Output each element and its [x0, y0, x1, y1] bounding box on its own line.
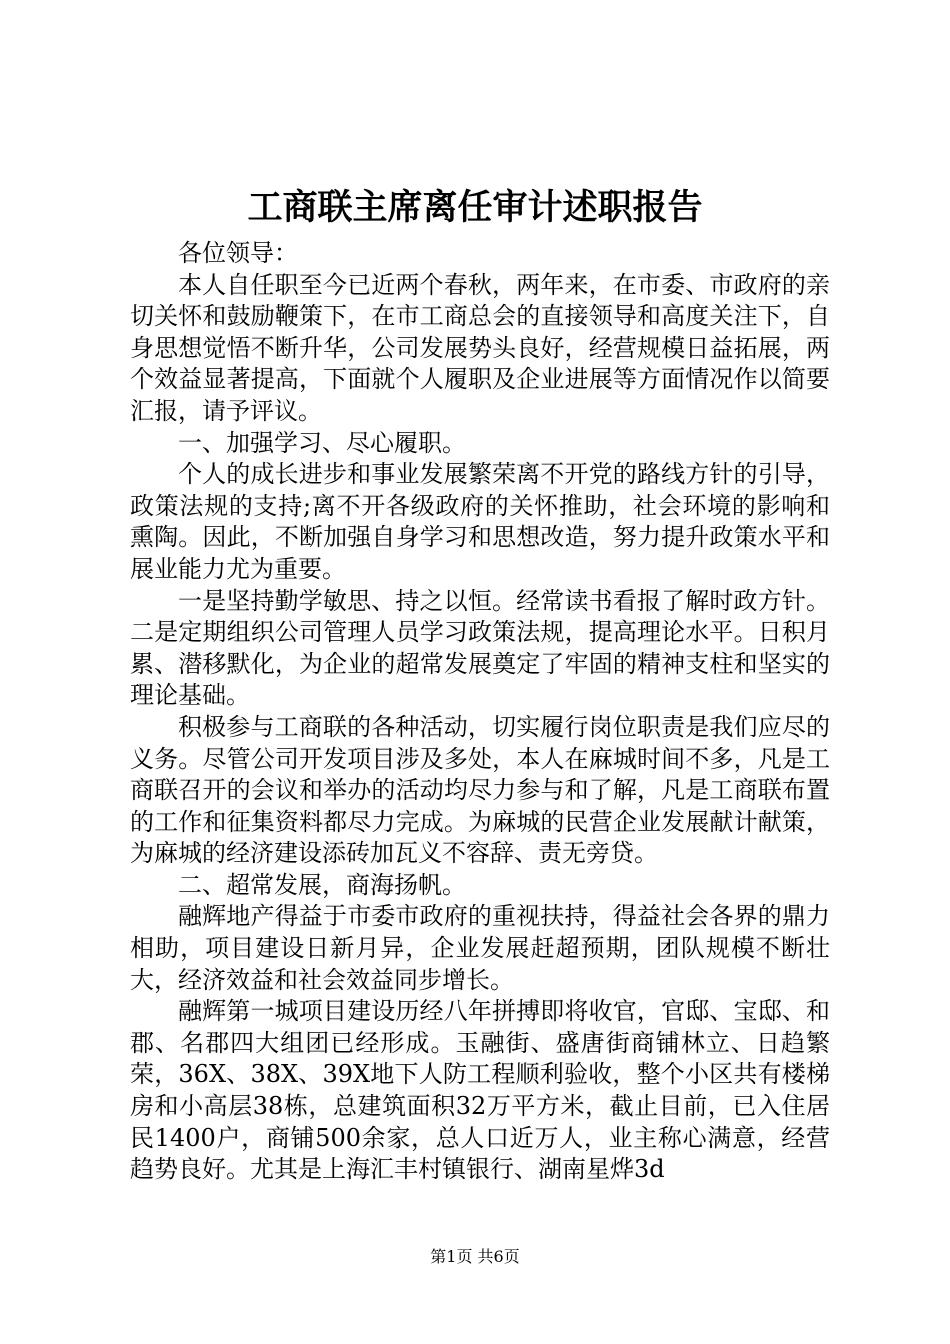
paragraph-body: 融辉第一城项目建设历经八年拼搏即将收官，官邸、宝邸、和郡、名郡四大组团已经形成。玉融街、盛唐街商铺林立、日趋繁荣，36X、38X、39X地下人防工程顺利验收，整个小区共有楼梯房和小高层38栋，总建筑面积32万平方米，截止目前，已入住居民1400户，商铺500余家，总人口近万人，业主称心满意，经营趋势良好。尤其是上海汇丰村镇银行、湖南星烨3d [130, 997, 830, 1184]
page-number: 第1页 共6页 [430, 1247, 520, 1266]
document-title: 工商联主席离任审计述职报告 [247, 187, 703, 228]
section-heading-1: 一、加强学习、尽心履职。 [178, 428, 466, 457]
paragraph-body: 个人的成长进步和事业发展繁荣离不开党的路线方针的引导，政策法规的支持;离不开各级政府的关怀推助，社会环境的影响和熏陶。因此，不断加强自身学习和思想改造，努力提升政策水平和展业能力尤为重要。 [130, 460, 830, 583]
document-body [130, 238, 830, 1186]
paragraph-body: 积极参与工商联的各种活动，切实履行岗位职责是我们应尽的义务。尽管公司开发项目涉及多处，本人在麻城时间不多，凡是工商联召开的会议和举办的活动均尽力参与和了解，凡是工商联布置的工作和征集资料都尽力完成。为麻城的民营企业发展献计献策，为麻城的经济建设添砖加瓦义不容辞、责无旁贷。 [130, 712, 830, 868]
paragraph-body: 融辉地产得益于市委市政府的重视扶持，得益社会各界的鼎力相助，项目建设日新月异，企业发展赶超预期，团队规模不断壮大，经济效益和社会效益同步增长。 [130, 902, 830, 994]
section-heading-2: 二、超常发展，商海扬帆。 [178, 870, 466, 899]
salutation: 各位领导： [178, 239, 298, 267]
paragraph-body: 一是坚持勤学敏思、持之以恒。经常读书看报了解时政方针。二是定期组织公司管理人员学习政策法规，提高理论水平。日积月累、潜移默化，为企业的超常发展奠定了牢固的精神支柱和坚实的理论基础。 [130, 586, 830, 710]
paragraph-intro: 本人自任职至今已近两个春秋，两年来，在市委、市政府的亲切关怀和鼓励鞭策下，在市工商总会的直接领导和高度关注下，自身思想觉悟不断升华，公司发展势头良好，经营规模日益拓展，两个效益显著提高，下面就个人履职及企业进展等方面情况作以简要汇报，请予评议。 [130, 270, 830, 425]
